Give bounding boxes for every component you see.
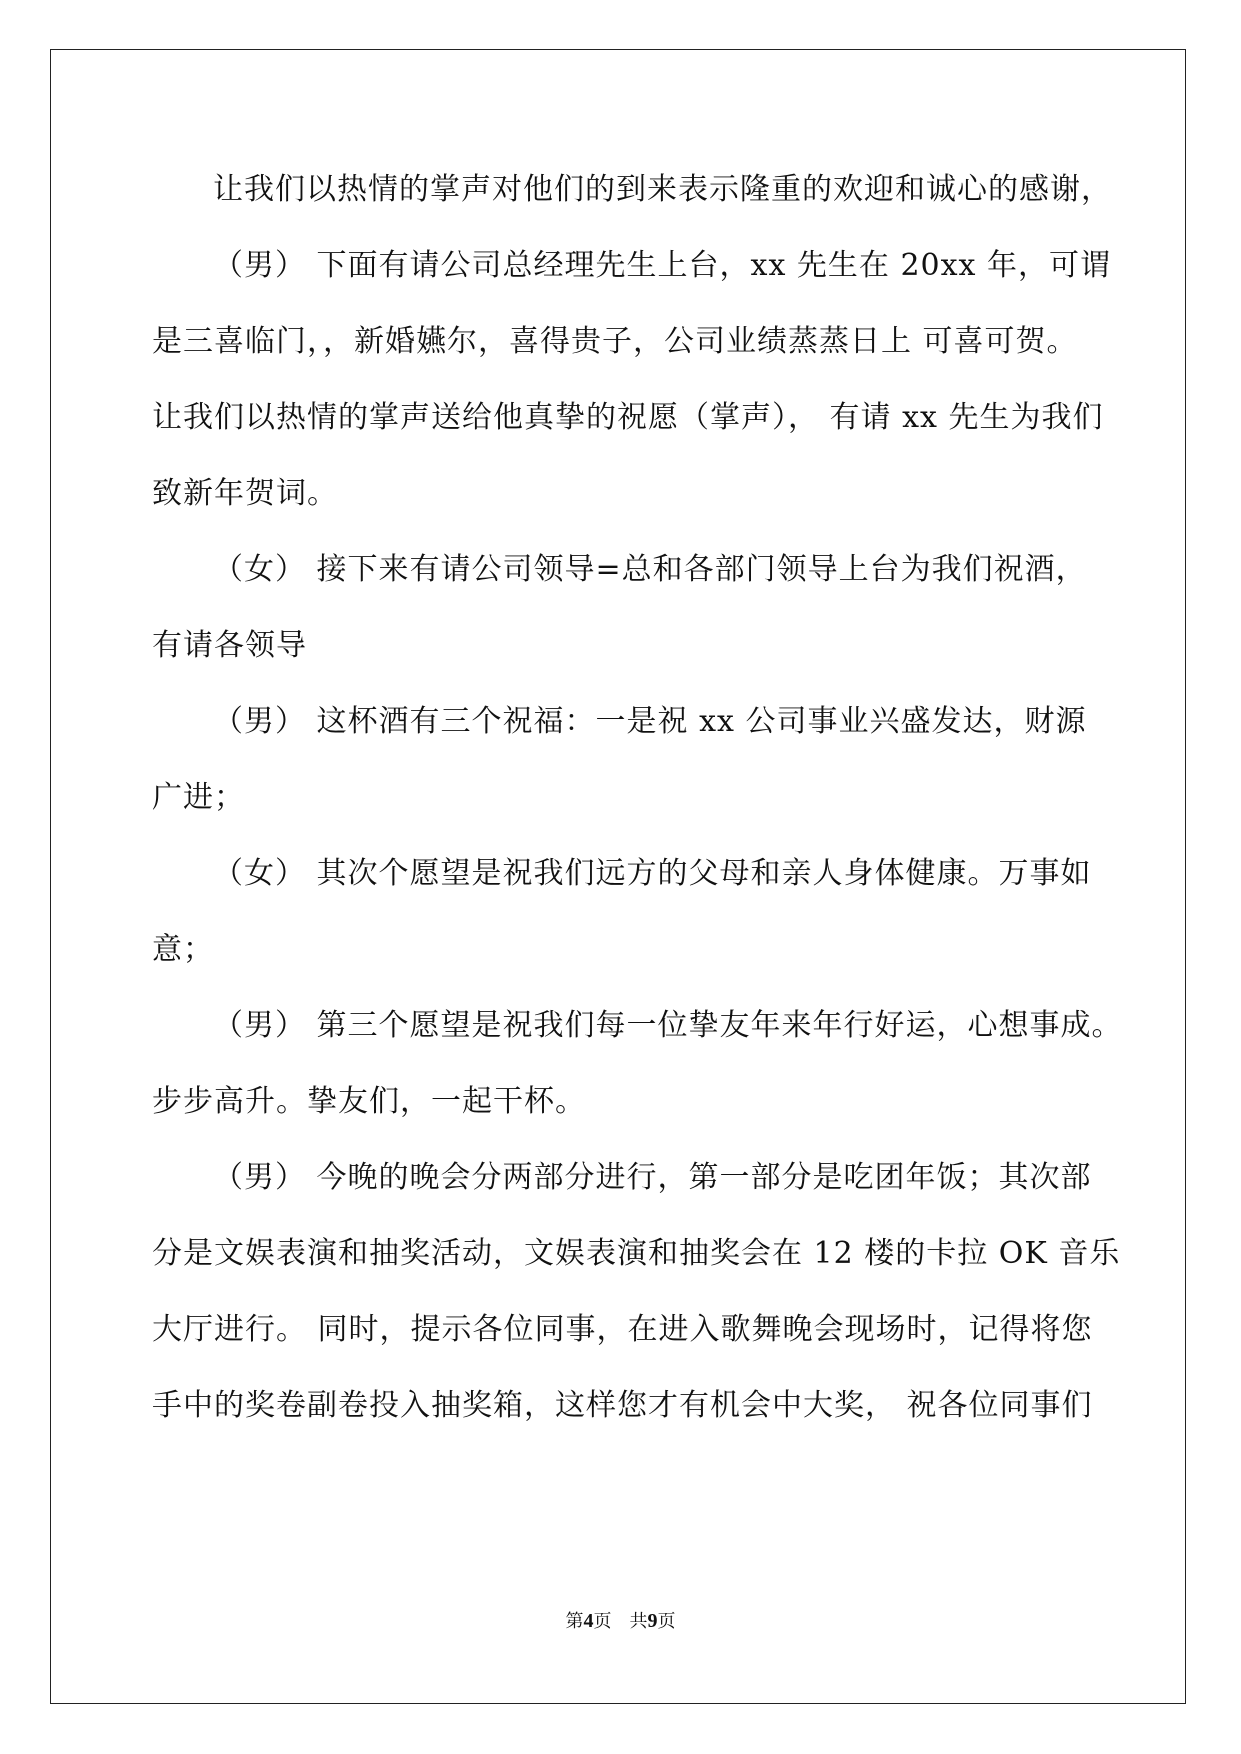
text-line: （男） 今晚的晚会分两部分进行，第一部分是吃团年饭；其次部 xyxy=(213,1160,1092,1195)
footer-total-prefix: 共 xyxy=(629,1611,648,1632)
text-line: （男） 下面有请公司总经理先生上台，xx 先生在 20xx 年，可谓 xyxy=(213,248,1111,283)
text-line: （男） 第三个愿望是祝我们每一位挚友年来年行好运，心想事成。 xyxy=(213,1008,1123,1043)
text-line: 大厅进行。 同时，提示各位同事，在进入歌舞晚会现场时，记得将您 xyxy=(152,1312,1093,1347)
text-line: 步步高升。挚友们，一起干杯。 xyxy=(152,1084,586,1119)
footer-page-suffix: 页 xyxy=(593,1611,612,1632)
footer-total-pages: 9 xyxy=(647,1610,658,1632)
text-line: 让我们以热情的掌声送给他真挚的祝愿（掌声）， 有请 xx 先生为我们 xyxy=(152,400,1104,435)
text-line: 致新年贺词。 xyxy=(152,476,338,511)
text-line: 手中的奖卷副卷投入抽奖箱，这样您才有机会中大奖， 祝各位同事们 xyxy=(152,1388,1093,1423)
text-line: 广进； xyxy=(152,780,245,815)
text-line: 有请各领导 xyxy=(152,628,307,663)
footer-current-page: 4 xyxy=(583,1610,594,1632)
text-line: 是三喜临门，，新婚嬿尔，喜得贵子，公司业绩蒸蒸日上 可喜可贺。 xyxy=(152,324,1078,359)
document-body xyxy=(152,172,1123,1464)
text-line: 意； xyxy=(152,932,214,967)
page-footer xyxy=(0,1607,1241,1633)
text-line: 让我们以热情的掌声对他们的到来表示隆重的欢迎和诚心的感谢， xyxy=(213,172,1112,207)
text-line: （女） 接下来有请公司领导=总和各部门领导上台为我们祝酒， xyxy=(213,552,1087,587)
text-line: （男） 这杯酒有三个祝福：一是祝 xx 公司事业兴盛发达，财源 xyxy=(213,704,1087,739)
text-line: （女） 其次个愿望是祝我们远方的父母和亲人身体健康。万事如 xyxy=(213,856,1092,891)
footer-page-prefix: 第 xyxy=(565,1611,584,1632)
text-line: 分是文娱表演和抽奖活动，文娱表演和抽奖会在 12 楼的卡拉 OK 音乐 xyxy=(152,1236,1121,1271)
footer-total-suffix: 页 xyxy=(657,1611,676,1632)
